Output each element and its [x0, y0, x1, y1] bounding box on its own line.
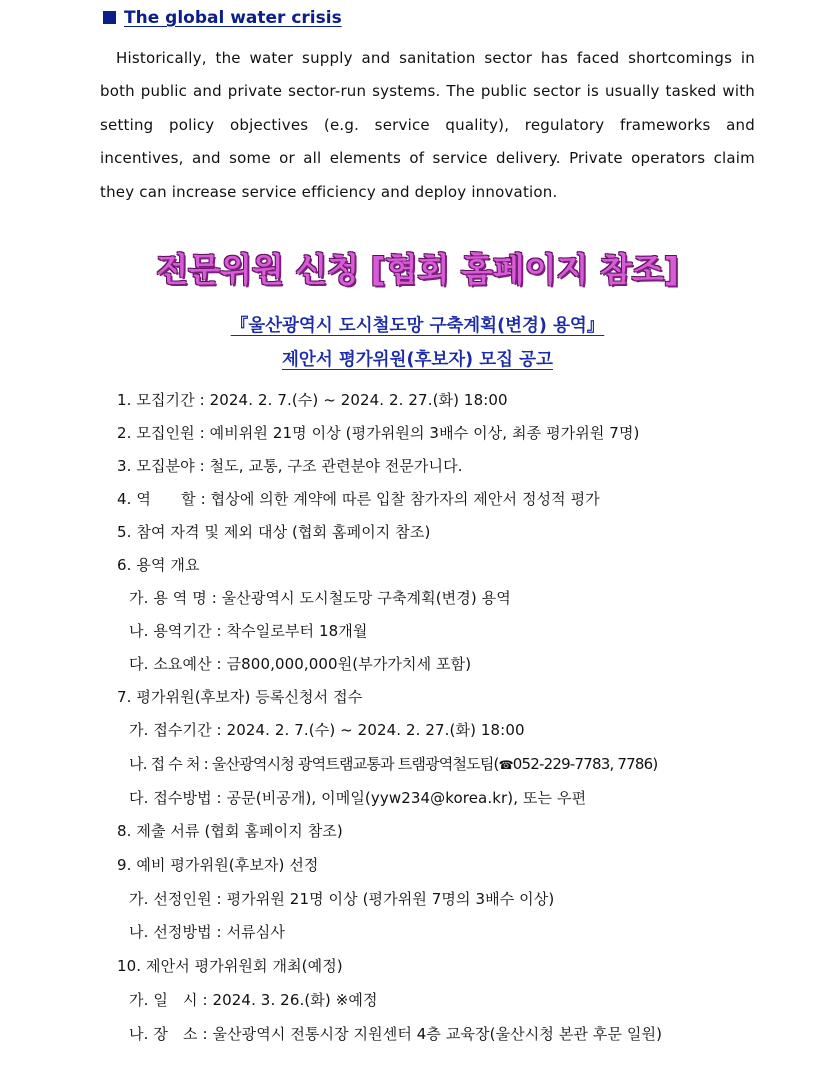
item-recruitment-field: 3. 모집분야 : 철도, 교통, 구조 관련분야 전문가니다.: [117, 457, 463, 475]
sub-item-service-period: 나. 용역기간 : 착수일로부터 18개월: [129, 622, 368, 640]
item-committee: 10. 제안서 평가위원회 개최(예정): [117, 957, 343, 975]
notice-title-line2: 제안서 평가위원(후보자) 모집 공고: [282, 350, 553, 370]
section-heading: [103, 8, 342, 28]
sub-item-selection-method: 나. 선정방법 : 서류심사: [129, 923, 285, 941]
sub-item-service-name: 가. 용 역 명 : 울산광역시 도시철도망 구축계획(변경) 용역: [129, 589, 511, 607]
sub-item-registration-period: 가. 접수기간 : 2024. 2. 7.(수) ~ 2024. 2. 27.(화) 18:00: [129, 721, 525, 739]
sub-item-committee-date: 가. 일 시 : 2024. 3. 26.(화) ※예정: [129, 991, 378, 1009]
sub-item-registration-method: 다. 접수방법 : 공문(비공개), 이메일(yyw234@korea.kr), 또는 우편: [129, 789, 587, 807]
sub-item-registration-office: [129, 747, 657, 781]
telephone-icon: ☎: [498, 758, 513, 772]
sub-item-committee-place: 나. 장 소 : 울산광역시 전통시장 지원센터 4층 교육장(울산시청 본관 후문 일원): [129, 1025, 663, 1043]
phone-numbers: 052-229-7783, 7786): [512, 755, 658, 773]
banner-title: 전문위원 신청 [협회 홈페이지 참조]: [156, 250, 679, 289]
sub-item-budget: 다. 소요예산 : 금800,000,000원(부가가치세 포함): [129, 655, 472, 673]
item-documents: 8. 제출 서류 (협회 홈페이지 참조): [117, 822, 343, 840]
item-eligibility: 5. 참여 자격 및 제외 대상 (협회 홈페이지 참조): [117, 523, 431, 541]
item-role: 4. 역 할 : 협상에 의한 계약에 따른 입찰 참가자의 제안서 정성적 평가: [117, 490, 600, 508]
registration-office-text: 나. 접 수 처 : 울산광역시청 광역트램교통과 트램광역철도팀(: [129, 755, 499, 773]
notice-title-line1: 『울산광역시 도시철도망 구축계획(변경) 용역』: [230, 316, 605, 336]
item-selection: 9. 예비 평가위원(후보자) 선정: [117, 856, 319, 874]
sub-item-selection-count: 가. 선정인원 : 평가위원 21명 이상 (평가위원 7명의 3배수 이상): [129, 890, 555, 908]
item-service-overview: 6. 용역 개요: [117, 556, 200, 574]
item-recruitment-period: 1. 모집기간 : 2024. 2. 7.(수) ~ 2024. 2. 27.(화) 18:00: [117, 391, 508, 409]
item-recruitment-count: 2. 모집인원 : 예비위원 21명 이상 (평가위원의 3배수 이상, 최종 평가위원 7명): [117, 424, 640, 442]
section-heading-text: The global water crisis: [124, 8, 342, 28]
item-registration: 7. 평가위원(후보자) 등록신청서 접수: [117, 688, 363, 706]
intro-paragraph: Historically, the water supply and sanitation sector has faced shortcomings in both public and private sector-run systems. The public sector is usually tasked with setting policy objectives (e.g. service quality), regulatory frameworks and incentives, and some or all elements of service delivery. Private operators claim they can increase service efficiency and deploy innovation.: [100, 49, 755, 201]
square-bullet-icon: [103, 11, 116, 24]
